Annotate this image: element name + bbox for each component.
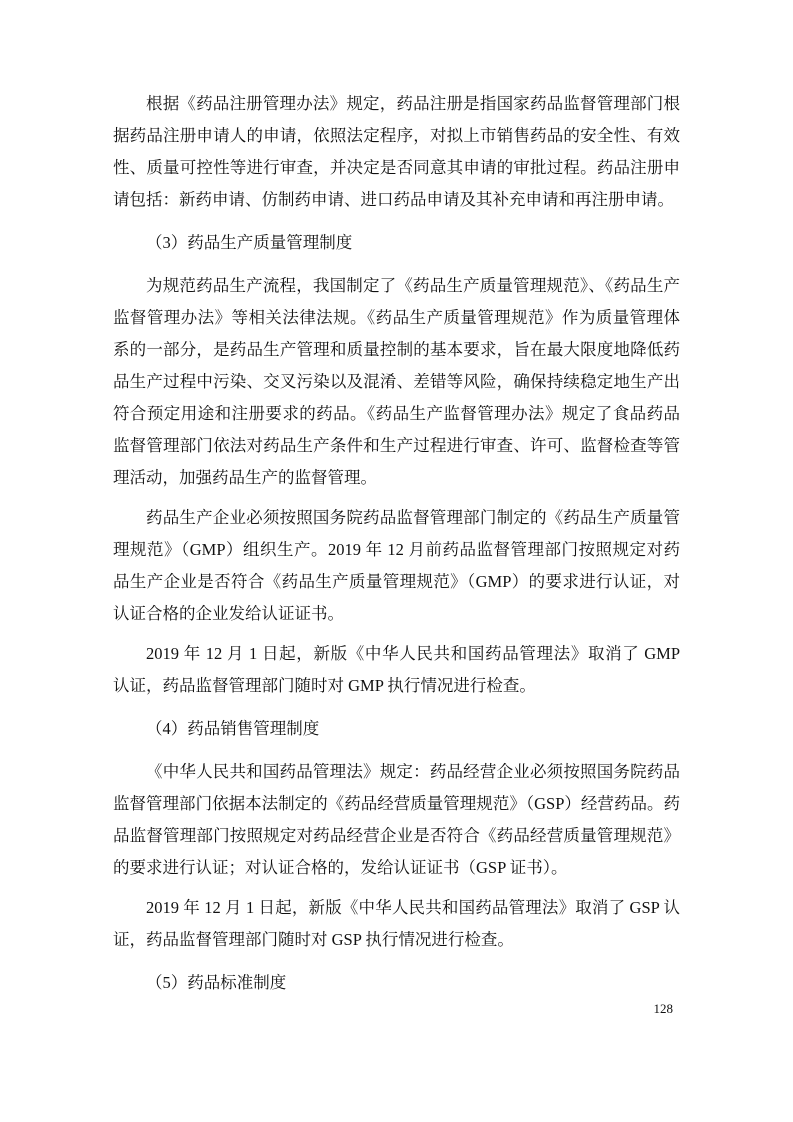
section-heading-4-sales-management: （4）药品销售管理制度: [146, 719, 320, 738]
section-heading-3-production-quality: （3）药品生产质量管理制度: [146, 233, 353, 252]
paragraph-gmp-cancellation: 2019 年 12 月 1 日起，新版《中华人民共和国药品管理法》取消了 GMP 认证，药品监督管理部门随时对 GMP 执行情况进行检查。: [113, 644, 680, 695]
page-number: 128: [653, 1001, 673, 1016]
paragraph-gmp-certification: 药品生产企业必须按照国务院药品监督管理部门制定的《药品生产质量管理规范》（GMP）组织生产。2019 年 12 月前药品监督管理部门按照规定对药品生产企业是否符合《药品生产质量管理规范》（GMP）的要求进行认证，对认证合格的企业发给认证证书。: [113, 508, 680, 623]
paragraph-gsp-cancellation: 2019 年 12 月 1 日起，新版《中华人民共和国药品管理法》取消了 GSP 认证，药品监督管理部门随时对 GSP 执行情况进行检查。: [113, 898, 680, 949]
paragraph-gmp-overview: 为规范药品生产流程，我国制定了《药品生产质量管理规范》、《药品生产监督管理办法》等相关法律法规。《药品生产质量管理规范》作为质量管理体系的一部分，是药品生产管理和质量控制的基本要求，旨在最大限度地降低药品生产过程中污染、交叉污染以及混淆、差错等风险，确保持续稳定地生产出符合预定用途和注册要求的药品。《药品生产监督管理办法》规定了食品药品监督管理部门依法对药品生产条件和生产过程进行审查、许可、监督检查等管理活动，加强药品生产的监督管理。: [113, 276, 680, 487]
section-heading-5-drug-standards: （5）药品标准制度: [146, 973, 287, 992]
paragraph-gsp-certification: 《中华人民共和国药品管理法》规定：药品经营企业必须按照国务院药品监督管理部门依据本法制定的《药品经营质量管理规范》（GSP）经营药品。药品监督管理部门按照规定对药品经营企业是否符合《药品经营质量管理规范》的要求进行认证；对认证合格的，发给认证证书（GSP 证书）。: [113, 762, 680, 877]
paragraph-drug-registration: 根据《药品注册管理办法》规定，药品注册是指国家药品监督管理部门根据药品注册申请人的申请，依照法定程序，对拟上市销售药品的安全性、有效性、质量可控性等进行审查，并决定是否同意其申请的审批过程。药品注册申请包括：新药申请、仿制药申请、进口药品申请及其补充申请和再注册申请。: [113, 94, 680, 209]
document-body: [113, 88, 680, 1010]
